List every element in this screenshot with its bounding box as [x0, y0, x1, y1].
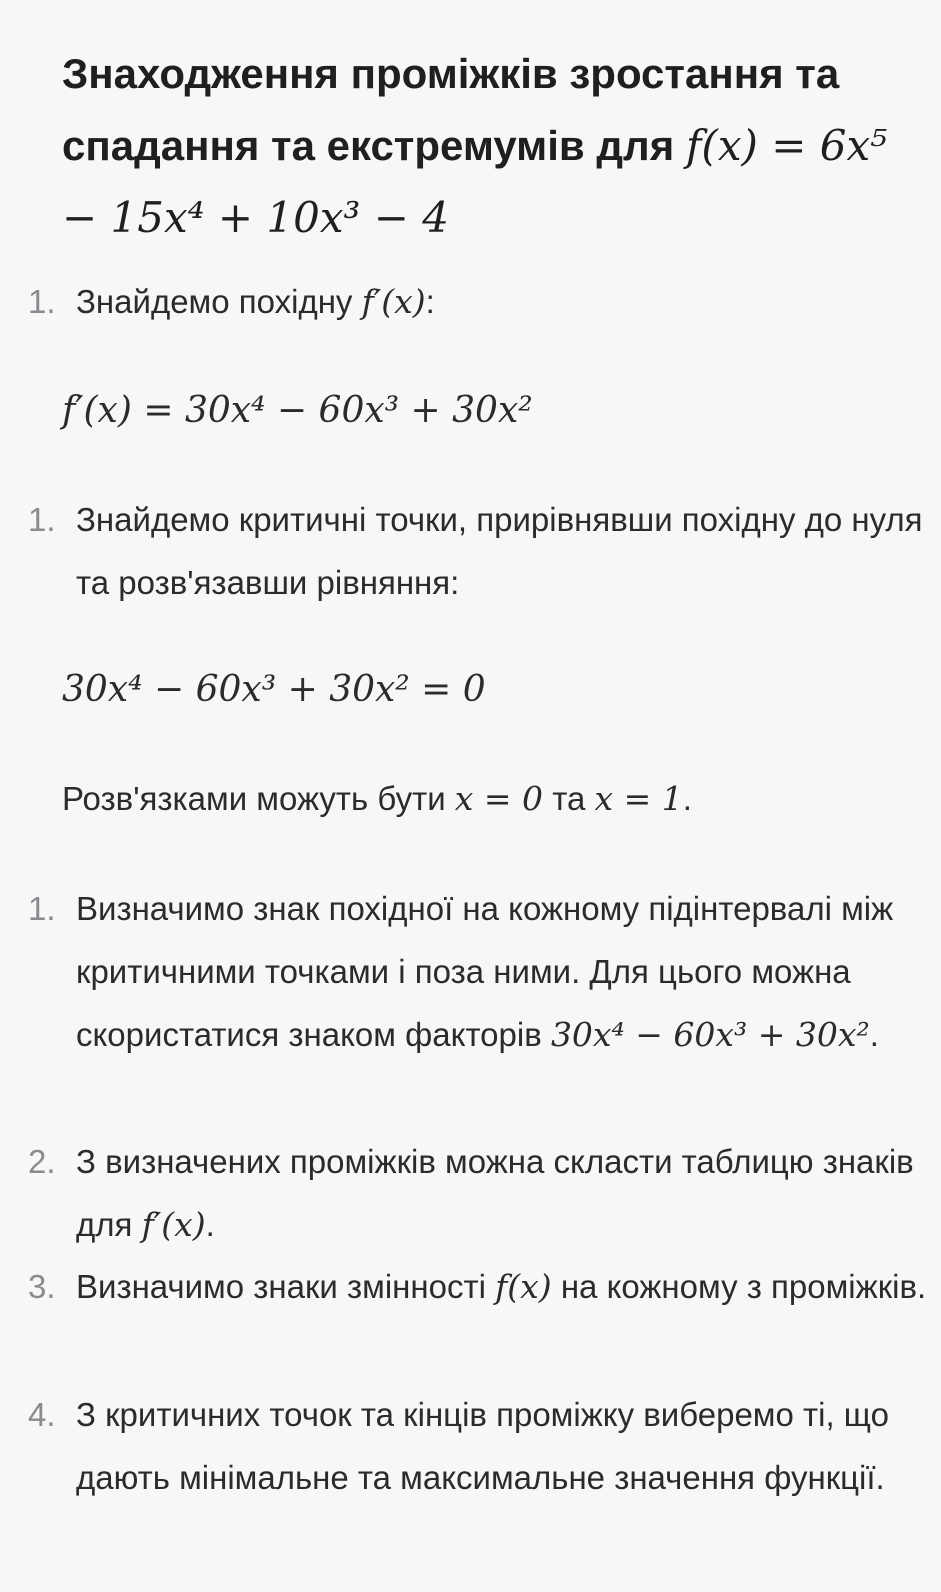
inline-formula: f(x) [495, 1267, 552, 1306]
list-item-text: Визначимо знак похідної на кожному підінтервалі між критичними точками і поза ними. Для цього можна скористатися знаком факторів 30x⁴ − 60x³ + 30x². [76, 890, 894, 1054]
list-item-text: Знайдемо похідну f′(x): [76, 282, 435, 321]
critical-equation: 30x⁴ − 60x³ + 30x² = 0 [62, 669, 486, 710]
list-item-text: Визначимо знаки змінності f(x) на кожному з проміжків. [76, 1267, 927, 1306]
inline-formula: f′(x) [141, 1205, 206, 1244]
list-item-text: Знайдемо критичні точки, прирівнявши похідну до нуля та розв'язавши рівняння: [76, 501, 923, 601]
solution-x2: x = 1 [594, 779, 683, 818]
list-marker: 2. [28, 1143, 56, 1180]
inline-formula: 30x⁴ − 60x³ + 30x² [550, 1015, 870, 1054]
derivative-equation: f′(x) = 30x⁴ − 60x³ + 30x² [62, 390, 533, 431]
list-marker: 4. [28, 1396, 56, 1433]
list-item-text: З визначених проміжків можна скласти таблицю знаків для f′(x). [76, 1143, 914, 1244]
page-title [62, 38, 922, 254]
list-marker: 1. [28, 283, 56, 320]
title-text: Знаходження проміжків зростання та спадання та екстремумів для [62, 50, 840, 169]
list-marker: 1. [28, 501, 56, 538]
title-formula: f(x) = 6x⁵ − 15x⁴ + 10x³ − 4 [62, 121, 888, 242]
inline-formula: f′(x) [361, 282, 426, 321]
solution-x1: x = 0 [454, 779, 544, 818]
list-marker: 3. [28, 1268, 56, 1305]
list-marker: 1. [28, 890, 56, 927]
solutions-line: Розв'язками можуть бути x = 0 та x = 1. [62, 779, 692, 818]
list-item-text: З критичних точок та кінців проміжку виберемо ті, що дають мінімальне та максимальне значення функції. [76, 1396, 889, 1496]
